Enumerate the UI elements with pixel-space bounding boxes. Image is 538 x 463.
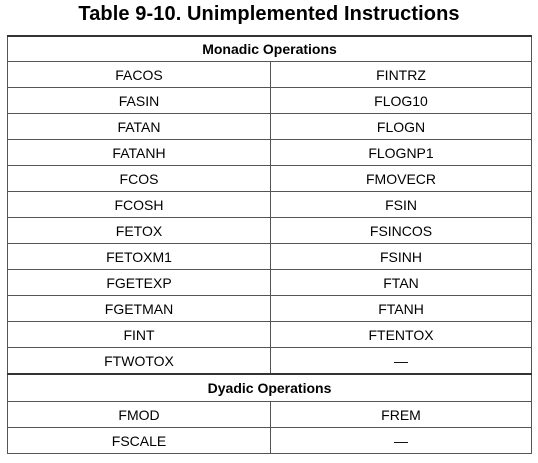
table-row — [8, 62, 532, 88]
table-cell: FSCALE — [8, 428, 271, 454]
table-row — [8, 402, 532, 428]
table-cell: FINTRZ — [271, 62, 532, 88]
table-cell: — — [271, 428, 532, 454]
monadic-heading: Monadic Operations — [8, 36, 532, 62]
table-row — [8, 114, 532, 140]
table-cell: FTAN — [271, 270, 532, 296]
table-title: Table 9-10. Unimplemented Instructions — [78, 3, 460, 25]
table-cell: FGETEXP — [8, 270, 271, 296]
table-cell: FLOGNP1 — [271, 140, 532, 166]
table-cell: FTANH — [271, 296, 532, 322]
table-row — [8, 270, 532, 296]
table-row — [8, 428, 532, 454]
table-cell: FTWOTOX — [8, 348, 271, 375]
table-cell: — — [271, 348, 532, 375]
table-row — [8, 140, 532, 166]
table-cell: FETOXM1 — [8, 244, 271, 270]
table-cell: FLOG10 — [271, 88, 532, 114]
table-row — [8, 296, 532, 322]
table-cell: FREM — [271, 402, 532, 428]
table-cell: FETOX — [8, 218, 271, 244]
table-cell: FSIN — [271, 192, 532, 218]
table-cell: FSINH — [271, 244, 532, 270]
table-cell: FMOVECR — [271, 166, 532, 192]
table-cell: FATANH — [8, 140, 271, 166]
table-row — [8, 192, 532, 218]
table-row — [8, 166, 532, 192]
dyadic-heading: Dyadic Operations — [8, 374, 532, 402]
table-row — [8, 322, 532, 348]
table-cell: FGETMAN — [8, 296, 271, 322]
table-cell: FCOSH — [8, 192, 271, 218]
table-cell: FMOD — [8, 402, 271, 428]
table-row — [8, 218, 532, 244]
table-cell: FTENTOX — [271, 322, 532, 348]
unimplemented-instructions-table — [7, 35, 532, 454]
table-row — [8, 348, 532, 375]
table-cell: FASIN — [8, 88, 271, 114]
table-row — [8, 88, 532, 114]
table-cell: FINT — [8, 322, 271, 348]
table-cell: FCOS — [8, 166, 271, 192]
table-cell: FLOGN — [271, 114, 532, 140]
table-cell: FATAN — [8, 114, 271, 140]
dyadic-section-header — [8, 374, 532, 402]
table-cell: FSINCOS — [271, 218, 532, 244]
table-cell: FACOS — [8, 62, 271, 88]
table-row — [8, 244, 532, 270]
monadic-section-header — [8, 36, 532, 62]
